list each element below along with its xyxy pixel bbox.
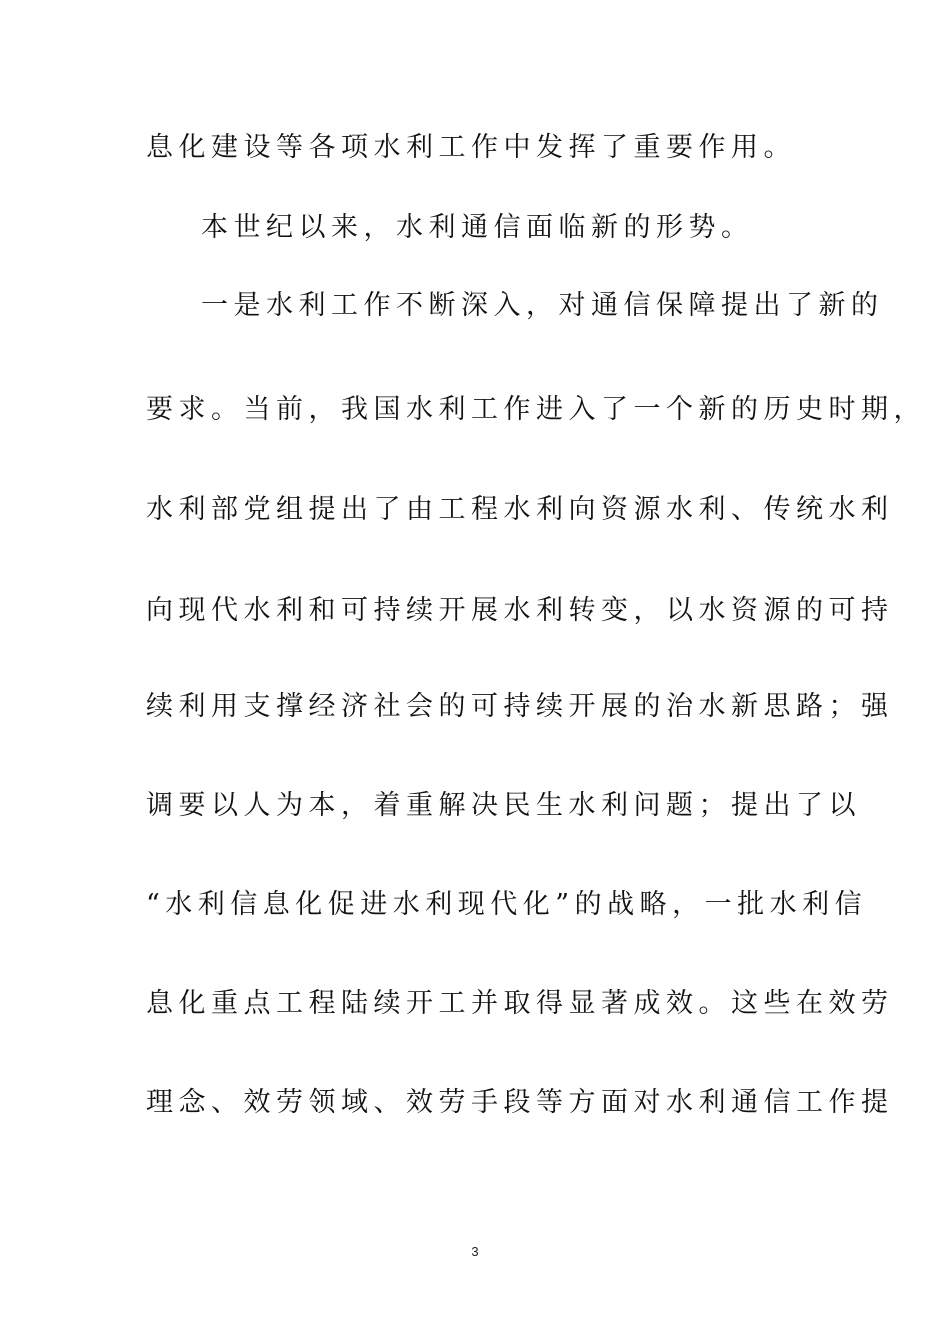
- text-line-9: “水利信息化促进水利现代化”的战略，一批水利信: [146, 889, 868, 920]
- page-number: 3: [471, 1244, 479, 1259]
- paragraph-line-3: 一是水利工作不断深入，对通信保障提出了新的: [201, 290, 884, 321]
- text-line-10: 息化重点工程陆续开工并取得显著成效。这些在效劳: [146, 988, 894, 1019]
- text-line-6: 向现代水利和可持续开展水利转变，以水资源的可持: [146, 595, 894, 626]
- text-line-8: 调要以人为本，着重解决民生水利问题；提出了以: [146, 790, 861, 821]
- paragraph-line-2: 本世纪以来，水利通信面临新的形势。: [201, 212, 754, 243]
- text-line-11: 理念、效劳领域、效劳手段等方面对水利通信工作提: [146, 1087, 894, 1118]
- text-line-4: 要求。当前，我国水利工作进入了一个新的历史时期，: [146, 394, 926, 425]
- text-line-5: 水利部党组提出了由工程水利向资源水利、传统水利: [146, 494, 894, 525]
- text-line-7: 续利用支撑经济社会的可持续开展的治水新思路；强: [146, 691, 894, 722]
- text-line-1: 息化建设等各项水利工作中发挥了重要作用。: [146, 132, 796, 163]
